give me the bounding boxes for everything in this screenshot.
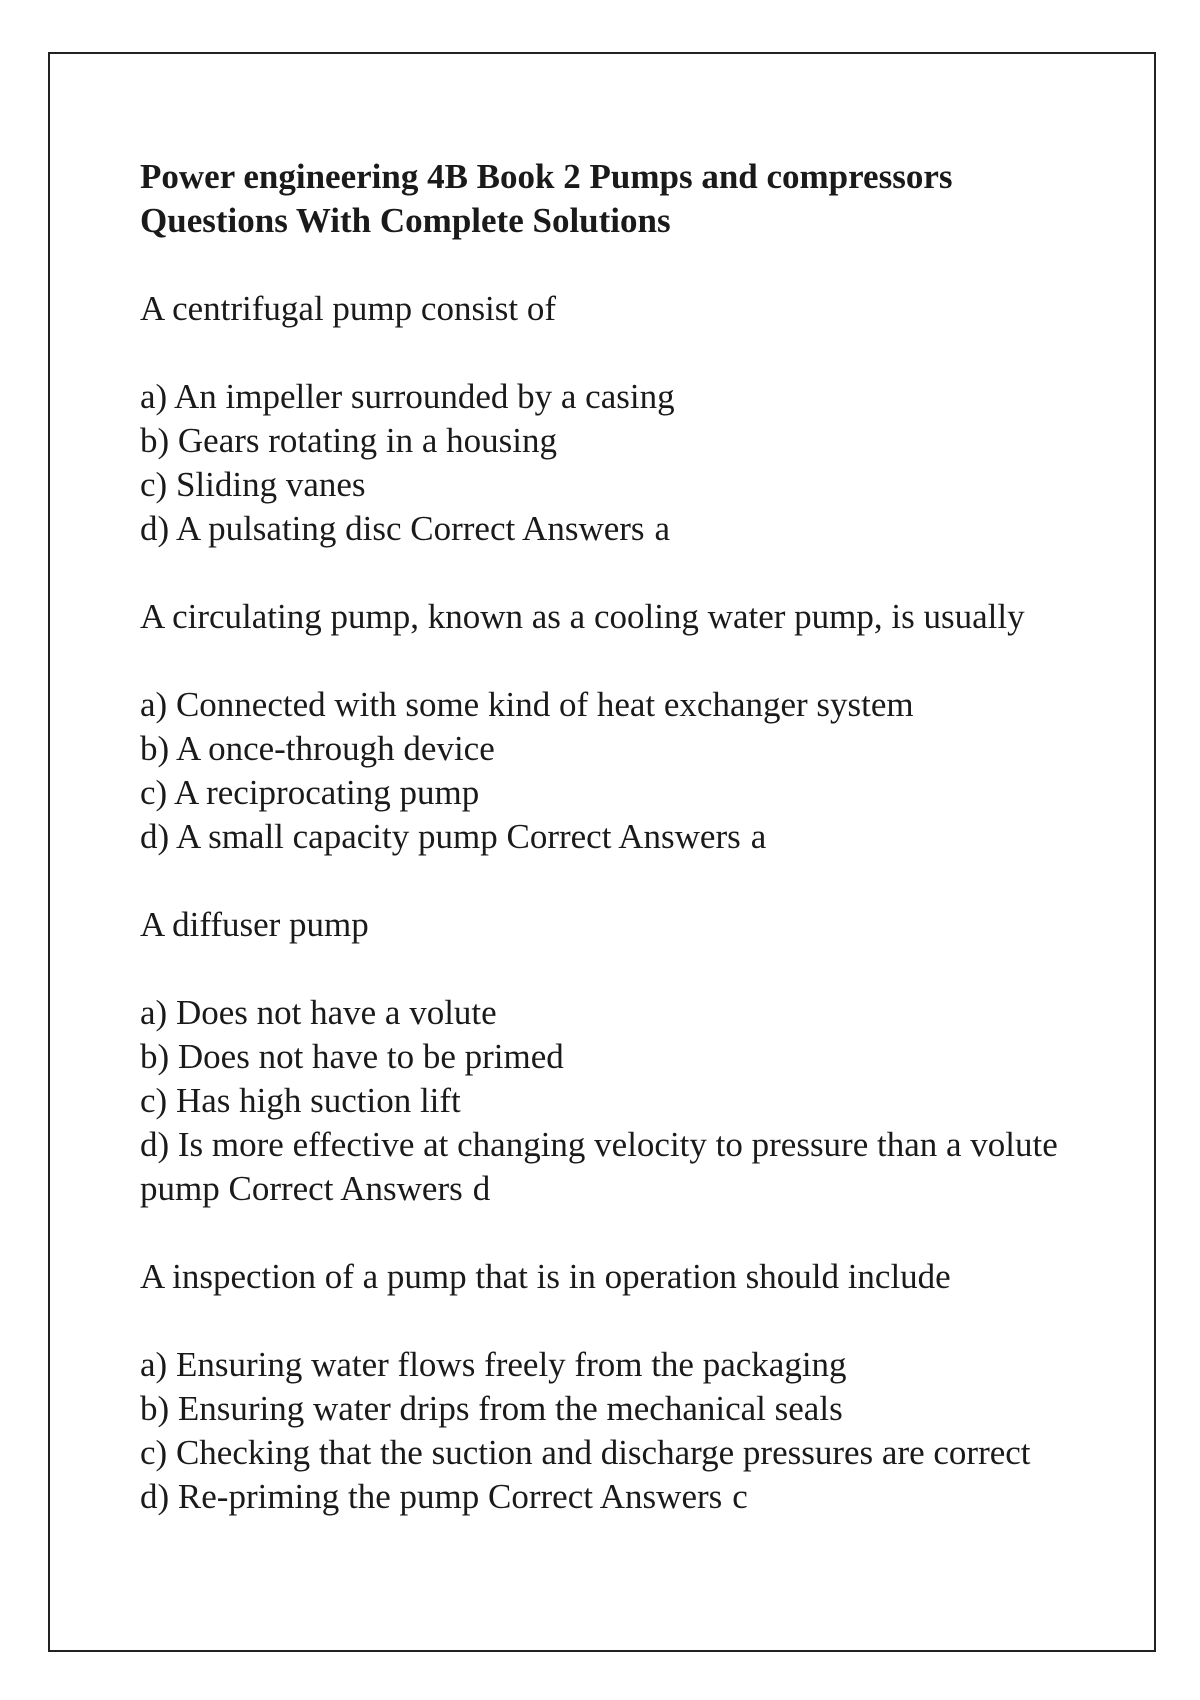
document-title (140, 155, 1080, 243)
answer-label: Correct Answers (488, 1477, 723, 1516)
option-a: a) An impeller surrounded by a casing (140, 377, 675, 416)
option-a: a) Connected with some kind of heat exchanger system (140, 685, 914, 724)
option-d-with-answer (140, 1123, 1080, 1211)
option-b: b) Gears rotating in a housing (140, 421, 557, 460)
option-d: d) Is more effective at changing velocity to pressure than a volute pump (140, 1125, 1058, 1208)
question-block (140, 1255, 1080, 1519)
option-c: c) Checking that the suction and discharge pressures are correct (140, 1433, 1031, 1472)
answer-label: Correct Answers (410, 509, 645, 548)
option-d: d) Re-priming the pump (140, 1477, 480, 1516)
question-text: A diffuser pump (140, 905, 369, 944)
option-d-with-answer (140, 815, 1080, 859)
answer-value: c (732, 1477, 748, 1516)
question-text: A circulating pump, known as a cooling water pump, is usually (140, 597, 1025, 636)
option-d: d) A pulsating disc (140, 509, 402, 548)
answer-value: a (750, 817, 767, 856)
option-b: b) A once-through device (140, 729, 495, 768)
options-list (140, 375, 1080, 551)
question-block (140, 903, 1080, 1211)
options-list (140, 991, 1080, 1211)
question-text: A inspection of a pump that is in operation should include (140, 1257, 951, 1296)
title-line-1: Power engineering 4B Book 2 Pumps and compressors (140, 157, 953, 196)
option-d-with-answer (140, 507, 1080, 551)
question-block (140, 595, 1080, 859)
option-a: a) Ensuring water flows freely from the packaging (140, 1345, 847, 1384)
option-c: c) A reciprocating pump (140, 773, 480, 812)
option-c: c) Sliding vanes (140, 465, 366, 504)
options-list (140, 1343, 1080, 1519)
option-a: a) Does not have a volute (140, 993, 497, 1032)
option-c: c) Has high suction lift (140, 1081, 461, 1120)
answer-value: a (654, 509, 671, 548)
option-d: d) A small capacity pump (140, 817, 498, 856)
answer-label: Correct Answers (506, 817, 741, 856)
option-b: b) Ensuring water drips from the mechanical seals (140, 1389, 843, 1428)
answer-label: Correct Answers (228, 1169, 463, 1208)
answer-value: d (472, 1169, 491, 1208)
option-d-with-answer (140, 1475, 1080, 1519)
question-text: A centrifugal pump consist of (140, 289, 557, 328)
title-line-2: Questions With Complete Solutions (140, 201, 671, 240)
options-list (140, 683, 1080, 859)
question-block (140, 287, 1080, 551)
option-b: b) Does not have to be primed (140, 1037, 564, 1076)
document-content (140, 155, 1080, 1563)
